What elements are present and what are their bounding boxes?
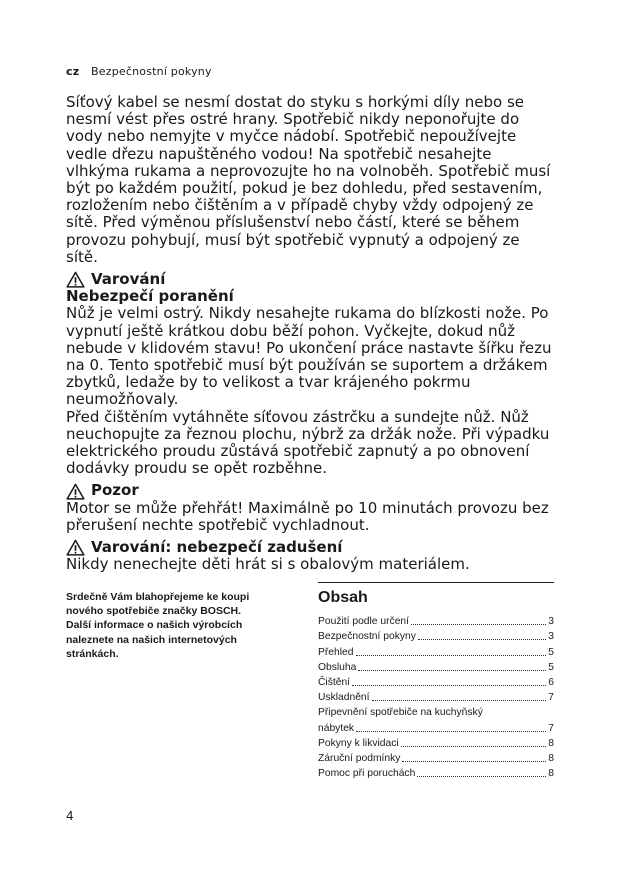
toc-label: Čištění bbox=[318, 676, 351, 688]
toc-leader bbox=[401, 746, 547, 747]
toc-label: Uskladnění bbox=[318, 692, 370, 704]
warning-heading-1 bbox=[66, 271, 556, 288]
warning-triangle-icon bbox=[66, 271, 85, 288]
toc-page: 7 bbox=[548, 722, 554, 734]
toc-entry[interactable] bbox=[318, 735, 554, 750]
warning-title: Varování bbox=[91, 270, 166, 289]
safety-text bbox=[66, 94, 556, 573]
toc-label: nábytek bbox=[318, 722, 355, 734]
table-of-contents bbox=[318, 582, 554, 780]
toc-page: 6 bbox=[548, 676, 554, 688]
toc-leader bbox=[411, 624, 546, 625]
warning-triangle-icon bbox=[66, 539, 85, 556]
language-code: cz bbox=[66, 65, 80, 78]
section-title: Bezpečnostní pokyny bbox=[91, 65, 212, 78]
toc-entry[interactable] bbox=[318, 719, 554, 734]
toc-page: 5 bbox=[548, 646, 554, 658]
toc-divider bbox=[318, 582, 554, 583]
toc-leader bbox=[417, 776, 546, 777]
warning-text: Před čištěním vytáhněte síťovou zástrčku a sundejte nůž. Nůž neuchopujte za řeznou plochu, nýbrž za držák nože. Při výpadku elektrického proudu zůstává spotřebič zapnutý a po obnovení dodávky proudu se opět rozběhne. bbox=[66, 407, 550, 478]
page-number: 4 bbox=[66, 809, 74, 823]
page-header bbox=[66, 65, 212, 78]
toc-leader bbox=[372, 700, 547, 701]
toc-label: Obsluha bbox=[318, 661, 357, 673]
toc-leader bbox=[356, 731, 546, 732]
toc-label: Bezpečnostní pokyny bbox=[318, 631, 416, 643]
toc-entry[interactable] bbox=[318, 628, 554, 643]
toc-entry[interactable] bbox=[318, 750, 554, 765]
toc-entry[interactable] bbox=[318, 643, 554, 658]
toc-leader bbox=[356, 655, 547, 656]
toc-label: Připevnění spotřebiče na kuchyňský bbox=[318, 707, 483, 719]
toc-page: 7 bbox=[548, 692, 554, 704]
caution-heading bbox=[66, 482, 556, 499]
toc-entry-line-1[interactable] bbox=[318, 704, 554, 719]
toc-title: Obsah bbox=[318, 589, 368, 606]
toc-label: Použití podle určení bbox=[318, 616, 410, 628]
toc-label: Záruční podmínky bbox=[318, 752, 401, 764]
toc-page: 8 bbox=[548, 768, 554, 780]
toc-page: 8 bbox=[548, 737, 554, 749]
toc-entry[interactable] bbox=[318, 613, 554, 628]
warning-heading-suffocation bbox=[66, 539, 556, 556]
toc-page: 5 bbox=[548, 661, 554, 673]
toc-leader bbox=[418, 639, 546, 640]
toc-page: 8 bbox=[548, 752, 554, 764]
toc-entry[interactable] bbox=[318, 689, 554, 704]
note-line-1: Srdečně Vám blahopřejeme ke koupi nového spotřebiče značky BOSCH. bbox=[66, 591, 250, 618]
toc-leader bbox=[358, 670, 546, 671]
toc-entry[interactable] bbox=[318, 674, 554, 689]
toc-entry[interactable] bbox=[318, 659, 554, 674]
toc-page: 3 bbox=[548, 616, 554, 628]
suffocation-title: Varování: nebezpečí zadušení bbox=[91, 538, 343, 557]
toc-label: Pokyny k likvidaci bbox=[318, 737, 399, 749]
toc-label: Pomoc při poruchách bbox=[318, 768, 416, 780]
caution-title: Pozor bbox=[91, 481, 139, 500]
toc-leader bbox=[352, 685, 546, 686]
toc-leader bbox=[402, 761, 546, 762]
caution-text: Motor se může přehřát! Maximálně po 10 minutách provozu bez přerušení nechte spotřebič vychladnout. bbox=[66, 498, 549, 534]
warning-text: Nůž je velmi ostrý. Nikdy nesahejte rukama do blízkosti nože. Po vypnutí ještě krátkou dobu běží pohon. Vyčkejte, dokud nůž nebude v klidovém stavu! Po ukončení práce nastavte šířku řezu na 0. Tento spotřebič musí být používán se suportem a držákem zbytků, ledaže by to velikost a tvar krájeného pokrmu neumožňovaly. bbox=[66, 304, 552, 409]
suffocation-text: Nikdy nenechejte děti hrát si s obalovým materiálem. bbox=[66, 555, 470, 574]
note-line-2: Další informace o našich výrobcích naleznete na našich internetových stránkách. bbox=[66, 619, 243, 660]
warning-subtitle: Nebezpečí poranění bbox=[66, 287, 234, 306]
warning-triangle-icon bbox=[66, 483, 85, 500]
intro-paragraph: Síťový kabel se nesmí dostat do styku s horkými díly nebo se nesmí vést přes ostré hrany. Spotřebič nikdy neponořujte do vody nebo nemyjte v myčce nádobí. Spotřebič nepoužívejte vedle dřezu napuštěného vodou! Na spotřebič nesahejte vlhkýma rukama a neprovozujte ho na volnoběh. Spotřebič musí být po každém použití, pokud je bez dohledu, před sestavením, rozložením nebo čištěním a v případě chyby vždy odpojený ze sítě. Před výměnou příslušenství nebo částí, které se během provozu pohybují, musí být spotřebič vypnutý a odpojený ze sítě. bbox=[66, 93, 551, 266]
toc-label: Přehled bbox=[318, 646, 354, 658]
toc-page: 3 bbox=[548, 631, 554, 643]
congratulation-note bbox=[66, 590, 281, 661]
toc-entry[interactable] bbox=[318, 765, 554, 780]
